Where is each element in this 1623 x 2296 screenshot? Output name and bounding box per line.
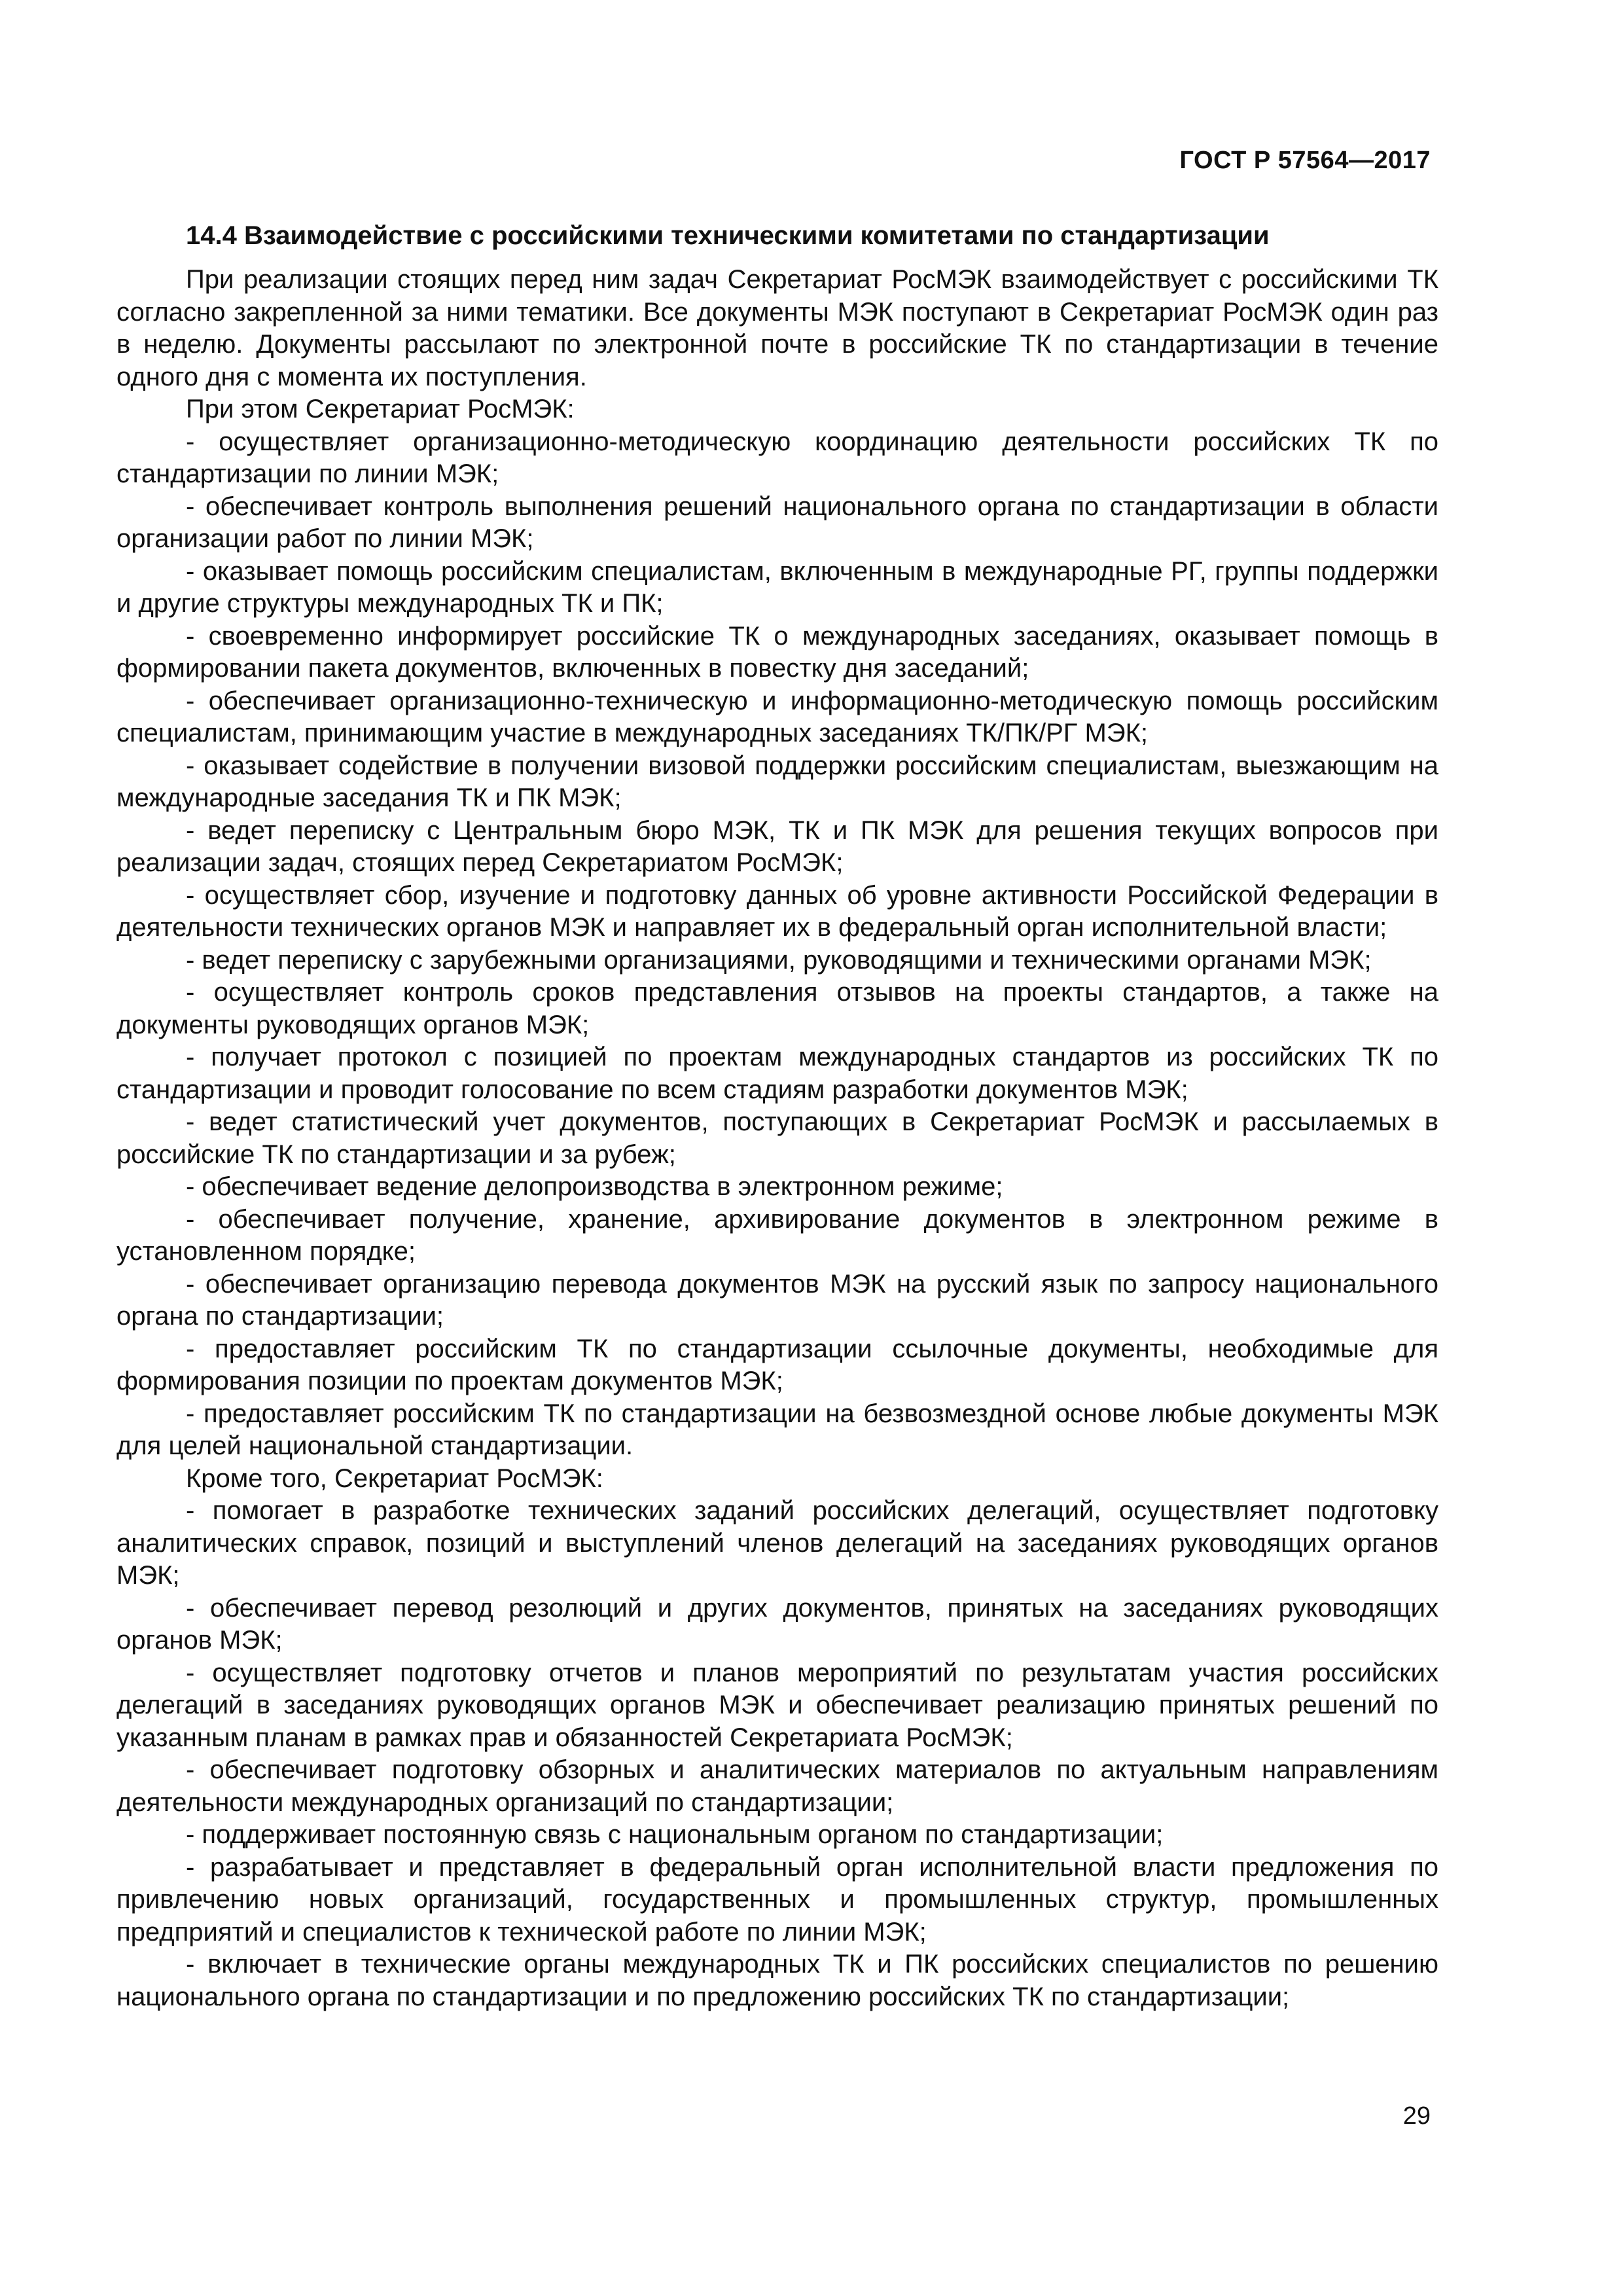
list-item: - обеспечивает организацию перевода документов МЭК на русский язык по запросу национального органа по стандартизации; bbox=[116, 1269, 1438, 1331]
list-item: - обеспечивает организационно-техническую и информационно-методическую помощь российским специалистам, принимающим участие в международных заседаниях ТК/ПК/РГ МЭК; bbox=[116, 686, 1438, 747]
list-item: - оказывает помощь российским специалистам, включенным в международные РГ, группы поддержки и другие структуры международных ТК и ПК; bbox=[116, 556, 1438, 618]
paragraph: При этом Секретариат РосМЭК: bbox=[186, 395, 575, 423]
list-item: - оказывает содействие в получении визовой поддержки российским специалистам, выезжающим на международные заседания ТК и ПК МЭК; bbox=[116, 751, 1438, 812]
list-item: - обеспечивает контроль выполнения решений национального органа по стандартизации в области организации работ по линии МЭК; bbox=[116, 492, 1438, 553]
list-item: - предоставляет российским ТК по стандартизации ссылочные документы, необходимые для формирования позиции по проектам документов МЭК; bbox=[116, 1334, 1438, 1395]
list-item: - включает в технические органы международных ТК и ПК российских специалистов по решению национального органа по стандартизации и по предложению российских ТК по стандартизации; bbox=[116, 1950, 1438, 2011]
list-item: - обеспечивает подготовку обзорных и аналитических материалов по актуальным направлениям деятельности международных организаций по стандартизации; bbox=[116, 1755, 1438, 1817]
list-item: - обеспечивает получение, хранение, архивирование документов в электронном режиме в установленном порядке; bbox=[116, 1204, 1438, 1266]
page-number: 29 bbox=[1402, 2102, 1431, 2130]
document-code-header: ГОСТ Р 57564—2017 bbox=[1179, 147, 1431, 174]
paragraph: При реализации стоящих перед ним задач Секретариат РосМЭК взаимодействует с российскими ТК согласно закрепленной за ними тематики. Все документы МЭК поступают в Секретариат РосМЭК один раз в неделю. Документы рассылают по электронной почте в российские ТК по стандартизации в течение одного дня с момента их поступления. bbox=[116, 265, 1438, 391]
list-item: - ведет переписку с Центральным бюро МЭК, ТК и ПК МЭК для решения текущих вопросов при реализации задач, стоящих перед Секретариатом РосМЭК; bbox=[116, 816, 1438, 877]
list-item: - осуществляет сбор, изучение и подготовку данных об уровне активности Российской Федерации в деятельности технических органов МЭК и направляет их в федеральный орган исполнительной власти; bbox=[116, 880, 1438, 942]
list-item: - разрабатывает и представляет в федеральный орган исполнительной власти предложения по привлечению новых организаций, государственных и промышленных структур, промышленных предприятий и специалистов к технической работе по линии МЭК; bbox=[116, 1852, 1438, 1946]
list-item: - осуществляет подготовку отчетов и планов мероприятий по результатам участия российских делегаций в заседаниях руководящих органов МЭК и обеспечивает реализацию принятых решений по указанным планам в рамках прав и обязанностей Секретариата РосМЭК; bbox=[116, 1658, 1438, 1752]
list-item: - помогает в разработке технических заданий российских делегаций, осуществляет подготовку аналитических справок, позиций и выступлений членов делегаций на заседаниях руководящих органов МЭК; bbox=[116, 1496, 1438, 1590]
list-item: - предоставляет российским ТК по стандартизации на безвозмездной основе любые документы МЭК для целей национальной стандартизации. bbox=[116, 1399, 1438, 1460]
paragraph-list bbox=[116, 264, 1438, 2013]
list-item: - поддерживает постоянную связь с национальным органом по стандартизации; bbox=[186, 1820, 1164, 1849]
list-item: - ведет статистический учет документов, поступающих в Секретариат РосМЭК и рассылаемых в российские ТК по стандартизации и за рубеж; bbox=[116, 1107, 1438, 1169]
list-item: - своевременно информирует российские ТК о международных заседаниях, оказывает помощь в формировании пакета документов, включенных в повестку дня заседаний; bbox=[116, 621, 1438, 683]
list-item: - осуществляет контроль сроков представления отзывов на проекты стандартов, а также на документы руководящих органов МЭК; bbox=[116, 978, 1438, 1039]
section-title: 14.4 Взаимодействие с российскими техническими комитетами по стандартизации bbox=[186, 221, 1270, 250]
list-item: - ведет переписку с зарубежными организациями, руководящими и техническими органами МЭК; bbox=[186, 945, 1372, 975]
list-item: - получает протокол с позицией по проектам международных стандартов из российских ТК по стандартизации и проводит голосование по всем стадиям разработки документов МЭК; bbox=[116, 1043, 1438, 1104]
paragraph: Кроме того, Секретариат РосМЭК: bbox=[186, 1463, 603, 1493]
list-item: - обеспечивает перевод резолюций и других документов, принятых на заседаниях руководящих органов МЭК; bbox=[116, 1593, 1438, 1655]
list-item: - осуществляет организационно-методическую координацию деятельности российских ТК по стандартизации по линии МЭК; bbox=[116, 427, 1438, 488]
list-item: - обеспечивает ведение делопроизводства в электронном режиме; bbox=[186, 1172, 1003, 1201]
document-body bbox=[116, 219, 1438, 2013]
